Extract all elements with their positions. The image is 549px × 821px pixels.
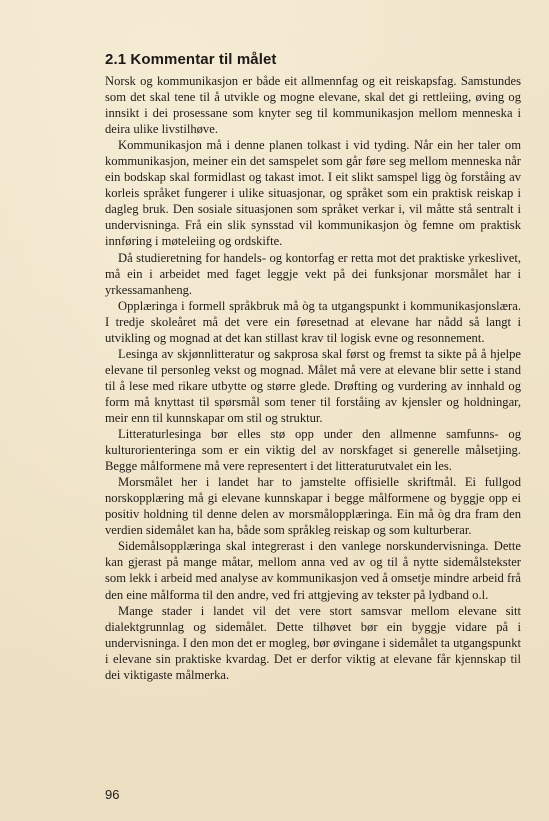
paragraph: Då studieretning for handels- og kontorfag er retta mot det praktiske yrkeslivet, må ein i arbeidet med faget leggje vekt på dei funksjonar morsmålet har i yrkessamanheng. [105, 250, 521, 297]
paragraph: Litteraturlesinga bør elles stø opp under den allmenne samfunns- og kulturorienteringa som er ein viktig del av norskfaget si generelle målsetjing. Begge målformene må vere representert i det litteraturutvalet ein les. [105, 427, 521, 474]
paragraph: Kommunikasjon må i denne planen tolkast i vid tyding. Når ein her taler om kommunikasjon, meiner ein det samspelet som går føre seg mellom menneska når ein bodskap skal formidlast og takast imot. I eit slikt samspel ligg òg forståing av korleis språket fungerer i ulike situasjonar, og språket som ein praktisk reiskap i dagleg bruk. Den sosiale situasjonen som språket verkar i, vil måtte stå sentralt i undervisninga. Frå ein slik synsstad vil kommunikasjon òg femne om praktisk innføring i møteleiing og ordskifte. [105, 138, 521, 249]
page-number: 96 [105, 787, 120, 802]
paragraph: Opplæringa i formell språkbruk må òg ta utgangspunkt i kommunikasjonslæra. I tredje skoleåret må det vere ein føresetnad at elevane har nådd så langt i utvikling og mognad at det kan stillast krav til logisk evne og resonnement. [105, 298, 521, 345]
paragraph: Lesinga av skjønnlitteratur og sakprosa skal først og fremst ta sikte på å hjelpe elevane til personleg vekst og mognad. Målet må vere at elevane blir sette i stand til å lese med rikare utbytte og større glede. Drøfting og vurdering av innhald og form må knyttast til spørsmål som tener til forståing av kjensler og holdningar, meir enn til kunnskapar om stil og struktur. [105, 346, 521, 425]
paragraph: Mange stader i landet vil det vere stort samsvar mellom elevane sitt dialektgrunnlag og sidemålet. Dette tilhøvet bør ein byggje vidare på i undervisninga. I den mon det er mogleg, bør øvingane i sidemålet ta utgangspunkt i elevane sin praktiske kvardag. Det er derfor viktig at elevane får kjennskap til dei viktigaste målmerka. [105, 603, 521, 682]
paragraph: Sidemålsopplæringa skal integrerast i den vanlege norskundervisninga. Dette kan gjerast på mange måtar, mellom anna ved av og til å nytte sidemålstekster som lekk i arbeid med analyse av kommunikasjon ved å omsetje mindre arbeid frå den eine målforma til den andre, ved fri attgjeving av tekster på lydband o.l. [105, 539, 521, 602]
section-heading: 2.1 Kommentar til målet [105, 51, 277, 68]
body-text [105, 73, 521, 683]
paragraph: Morsmålet her i landet har to jamstelte offisielle skriftmål. Ei fullgod norskopplæring må gi elevane kunnskapar i begge målformene og byggje opp ei positiv holdning til denne delen av morsmålopplæringa. Ein må òg dra fram den verdien sidemålet kan ha, både som språkleg reiskap og som kulturberar. [105, 475, 521, 538]
paragraph: Norsk og kommunikasjon er både eit allmennfag og eit reiskapsfag. Samstundes som det skal tene til å utvikle og mogne elevane, skal det gi rettleiing, øving og innsikt i dei prosessane som knyter seg til kommunikasjon mellom menneska i deira ulike livstilhøve. [105, 74, 521, 137]
